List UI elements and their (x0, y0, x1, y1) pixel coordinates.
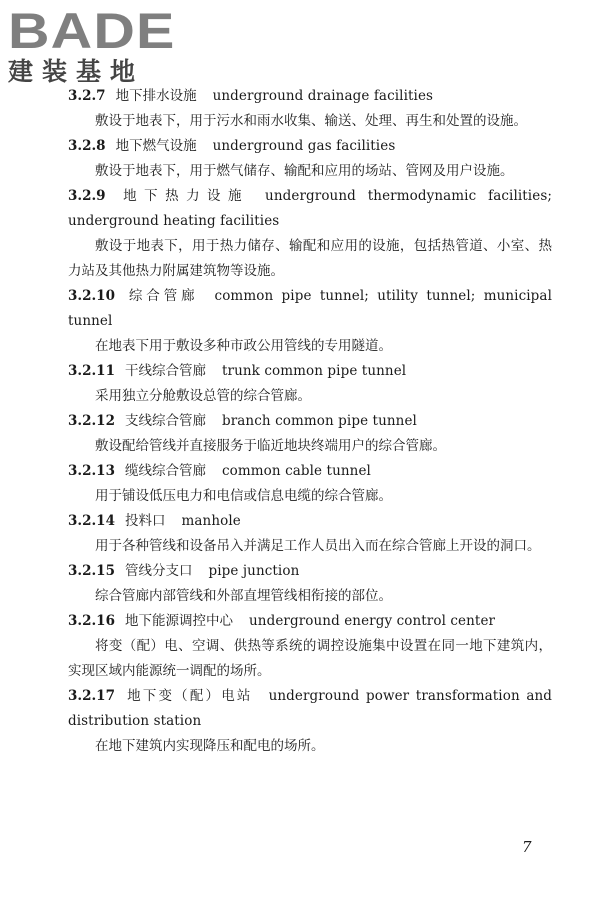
glossary-entry (68, 609, 552, 684)
entry-number: 3.2.7 (68, 88, 106, 104)
entry-term-en: trunk common pipe tunnel (221, 363, 407, 379)
entry-term-en: underground thermodynamic facilities; underground heating facilities (68, 188, 552, 229)
entry-number: 3.2.13 (68, 463, 115, 479)
entry-term-en: pipe junction (208, 563, 300, 579)
entry-definition: 综合管廊内部管线和外部直埋管线相衔接的部位。 (95, 588, 392, 604)
glossary-entry (68, 284, 552, 359)
entry-definition: 用于各种管线和设备吊入并满足工作人员出入而在综合管廊上开设的洞口。 (95, 538, 541, 554)
glossary-entry (68, 359, 552, 409)
entry-number: 3.2.8 (68, 138, 106, 154)
entry-number: 3.2.15 (68, 563, 115, 579)
entry-term-en: underground energy control center (248, 613, 496, 629)
glossary-entry (68, 509, 552, 559)
entry-definition: 敷设配给管线并直接服务于临近地块终端用户的综合管廊。 (95, 438, 446, 454)
entry-definition: 敷设于地表下，用于热力储存、输配和应用的设施，包括热管道、小室、热力站及其他热力附属建筑物等设施。 (68, 238, 552, 279)
entry-number: 3.2.10 (68, 288, 115, 304)
entry-term-en: common cable tunnel (221, 463, 371, 479)
glossary-entry (68, 184, 552, 284)
glossary-entry (68, 684, 552, 759)
entry-term-cn: 综合管廊 (124, 288, 199, 304)
entry-term-cn: 干线综合管廊 (124, 363, 206, 379)
glossary-entry (68, 409, 552, 459)
entry-term-en: manhole (181, 513, 241, 529)
entry-term-en: underground gas facilities (212, 138, 396, 154)
entry-term-cn: 缆线综合管廊 (124, 463, 206, 479)
entry-term-cn: 支线综合管廊 (124, 413, 206, 429)
entry-number: 3.2.14 (68, 513, 115, 529)
entry-term-cn: 管线分支口 (124, 563, 193, 579)
logo-wordmark: BADE (8, 3, 176, 59)
entry-definition: 敷设于地表下，用于燃气储存、输配和应用的场站、管网及用户设施。 (95, 163, 514, 179)
entry-definition: 在地表下用于敷设多种市政公用管线的专用隧道。 (95, 338, 392, 354)
entry-number: 3.2.9 (68, 188, 106, 204)
entry-definition: 采用独立分舱敷设总管的综合管廊。 (95, 388, 311, 404)
entry-term-cn: 地下排水设施 (115, 88, 197, 104)
entry-term-cn: 地下热力设施 (115, 188, 250, 204)
page-number: 7 (522, 838, 532, 856)
entry-definition: 敷设于地表下，用于污水和雨水收集、输送、处理、再生和处置的设施。 (95, 113, 527, 129)
logo-chinese-text: 建装基地 (8, 57, 145, 86)
glossary-entry (68, 134, 552, 184)
entry-term-en: common pipe tunnel; utility tunnel; municipal tunnel (68, 288, 552, 329)
entry-term-en: branch common pipe tunnel (221, 413, 417, 429)
glossary-entry (68, 459, 552, 509)
entry-definition: 将变（配）电、空调、供热等系统的调控设施集中设置在同一地下建筑内，实现区域内能源统一调配的场所。 (68, 638, 552, 679)
entry-term-cn: 地下燃气设施 (115, 138, 197, 154)
entry-number: 3.2.12 (68, 413, 115, 429)
entry-number: 3.2.11 (68, 363, 115, 379)
entry-term-cn: 投料口 (124, 513, 166, 529)
entry-term-en: underground drainage facilities (212, 88, 434, 104)
entry-definition: 在地下建筑内实现降压和配电的场所。 (95, 738, 325, 754)
entry-number: 3.2.16 (68, 613, 115, 629)
entry-number: 3.2.17 (68, 688, 115, 704)
entry-term-cn: 地下变（配）电站 (124, 688, 253, 704)
entry-term-cn: 地下能源调控中心 (124, 613, 233, 629)
entry-definition: 用于铺设低压电力和电信或信息电缆的综合管廊。 (95, 488, 392, 504)
entry-term-en: underground power transformation and distribution station (68, 688, 553, 729)
glossary-entry (68, 84, 552, 134)
glossary-entry (68, 559, 552, 609)
bade-logo (8, 3, 183, 88)
glossary-content (68, 84, 552, 759)
